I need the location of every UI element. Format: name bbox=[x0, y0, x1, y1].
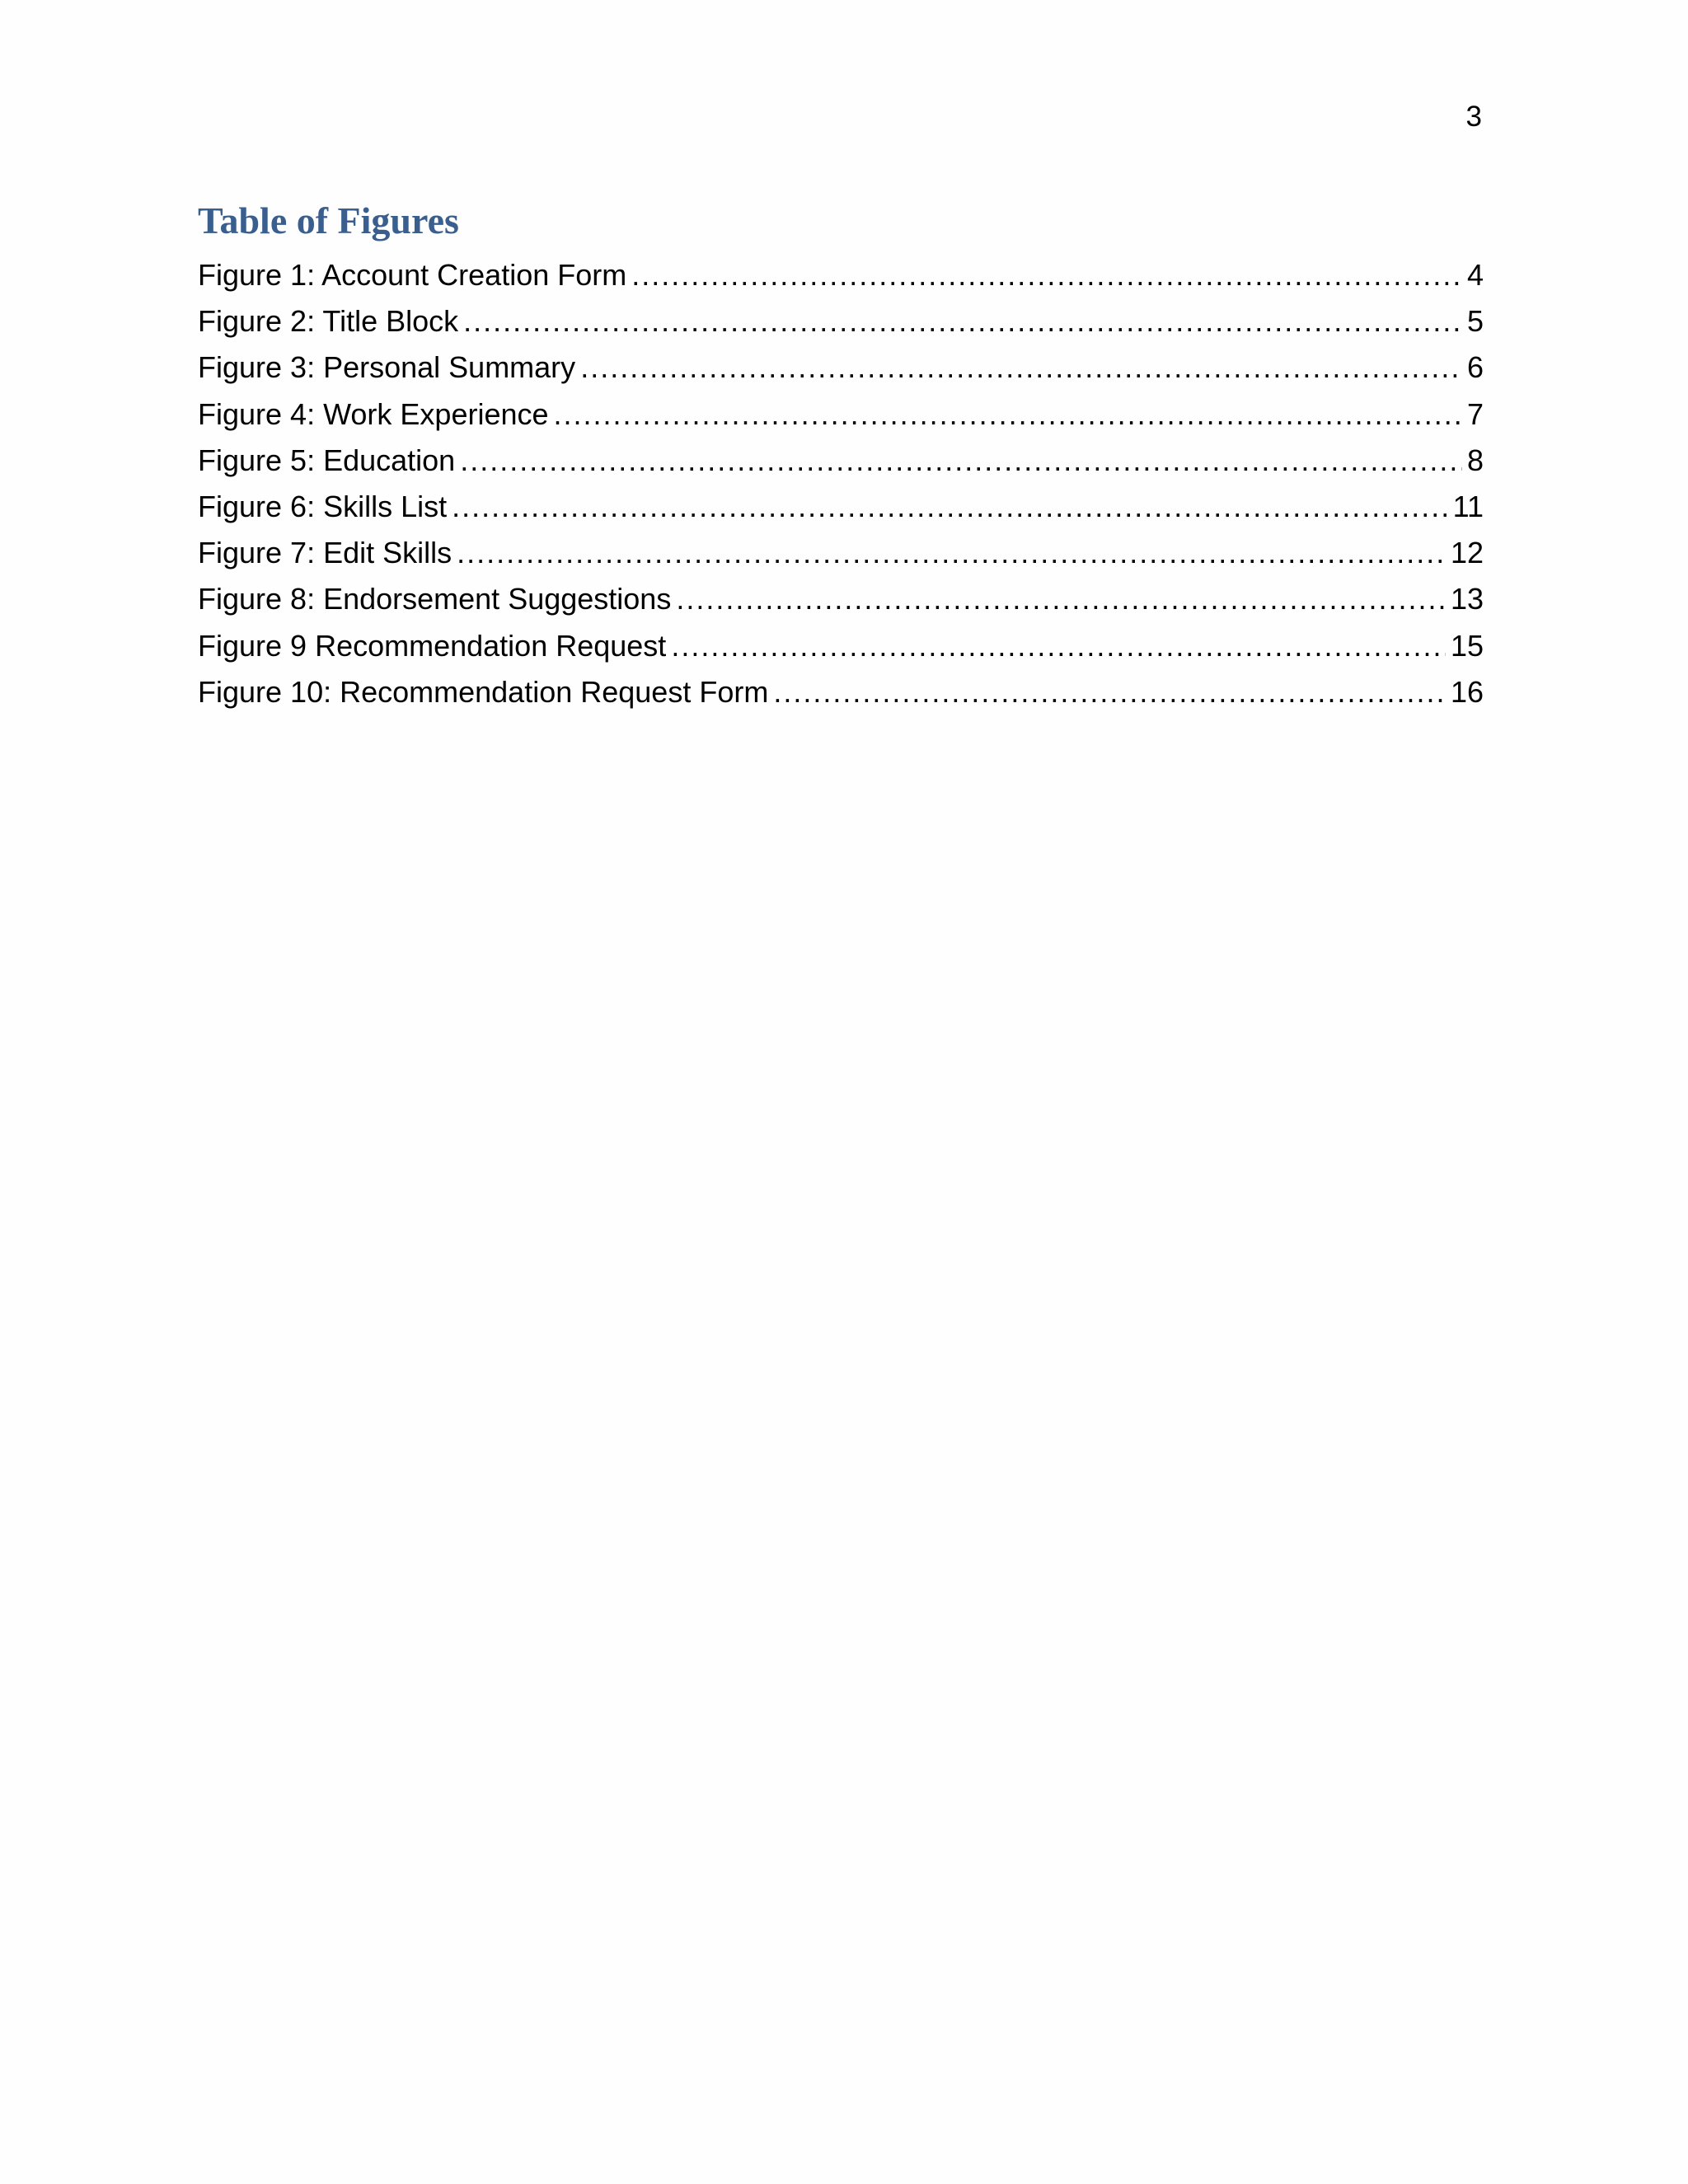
toc-dot-leader bbox=[452, 484, 1448, 530]
toc-dot-leader bbox=[773, 669, 1446, 715]
toc-entry-label: Figure 10: Recommendation Request Form bbox=[198, 674, 769, 709]
toc-entry-page: 7 bbox=[1466, 396, 1484, 431]
table-of-figures bbox=[198, 196, 1484, 715]
toc-entry-page: 8 bbox=[1466, 443, 1484, 477]
toc-entry-label: Figure 3: Personal Summary bbox=[198, 350, 576, 385]
toc-entry-figure-6[interactable] bbox=[198, 484, 1484, 530]
toc-entry-label: Figure 2: Title Block bbox=[198, 304, 459, 339]
toc-entry-label: Figure 8: Endorsement Suggestions bbox=[198, 582, 672, 616]
toc-dot-leader bbox=[676, 576, 1446, 622]
toc-entry-page: 11 bbox=[1452, 489, 1484, 523]
toc-dot-leader bbox=[671, 623, 1446, 669]
toc-entry-page: 12 bbox=[1450, 536, 1484, 570]
toc-entry-label: Figure 4: Work Experience bbox=[198, 396, 549, 431]
toc-entry-figure-7[interactable] bbox=[198, 530, 1484, 576]
toc-entry-page: 5 bbox=[1466, 304, 1484, 339]
toc-entry-figure-8[interactable] bbox=[198, 576, 1484, 622]
toc-dot-leader bbox=[463, 298, 1462, 344]
toc-list bbox=[198, 252, 1484, 715]
toc-entry-label: Figure 1: Account Creation Form bbox=[198, 258, 627, 292]
toc-entry-figure-2[interactable] bbox=[198, 298, 1484, 344]
toc-entry-figure-1[interactable] bbox=[198, 252, 1484, 298]
toc-entry-figure-4[interactable] bbox=[198, 391, 1484, 438]
toc-entry-figure-3[interactable] bbox=[198, 344, 1484, 391]
toc-entry-page: 15 bbox=[1450, 628, 1484, 663]
toc-entry-figure-9[interactable] bbox=[198, 623, 1484, 669]
toc-dot-leader bbox=[631, 252, 1462, 298]
toc-entry-page: 16 bbox=[1450, 674, 1484, 709]
toc-entry-label: Figure 9 Recommendation Request bbox=[198, 628, 667, 663]
toc-entry-label: Figure 7: Edit Skills bbox=[198, 536, 452, 570]
toc-entry-figure-5[interactable] bbox=[198, 438, 1484, 484]
toc-entry-page: 13 bbox=[1450, 582, 1484, 616]
toc-dot-leader bbox=[457, 530, 1446, 576]
toc-entry-page: 6 bbox=[1466, 350, 1484, 385]
toc-title: Table of Figures bbox=[198, 199, 459, 241]
toc-dot-leader bbox=[580, 344, 1462, 391]
toc-entry-figure-10[interactable] bbox=[198, 669, 1484, 715]
toc-dot-leader bbox=[460, 438, 1462, 484]
toc-dot-leader bbox=[554, 391, 1462, 438]
toc-entry-label: Figure 5: Education bbox=[198, 443, 456, 477]
page-number: 3 bbox=[1465, 101, 1482, 133]
toc-entry-label: Figure 6: Skills List bbox=[198, 489, 448, 523]
toc-entry-page: 4 bbox=[1466, 258, 1484, 292]
